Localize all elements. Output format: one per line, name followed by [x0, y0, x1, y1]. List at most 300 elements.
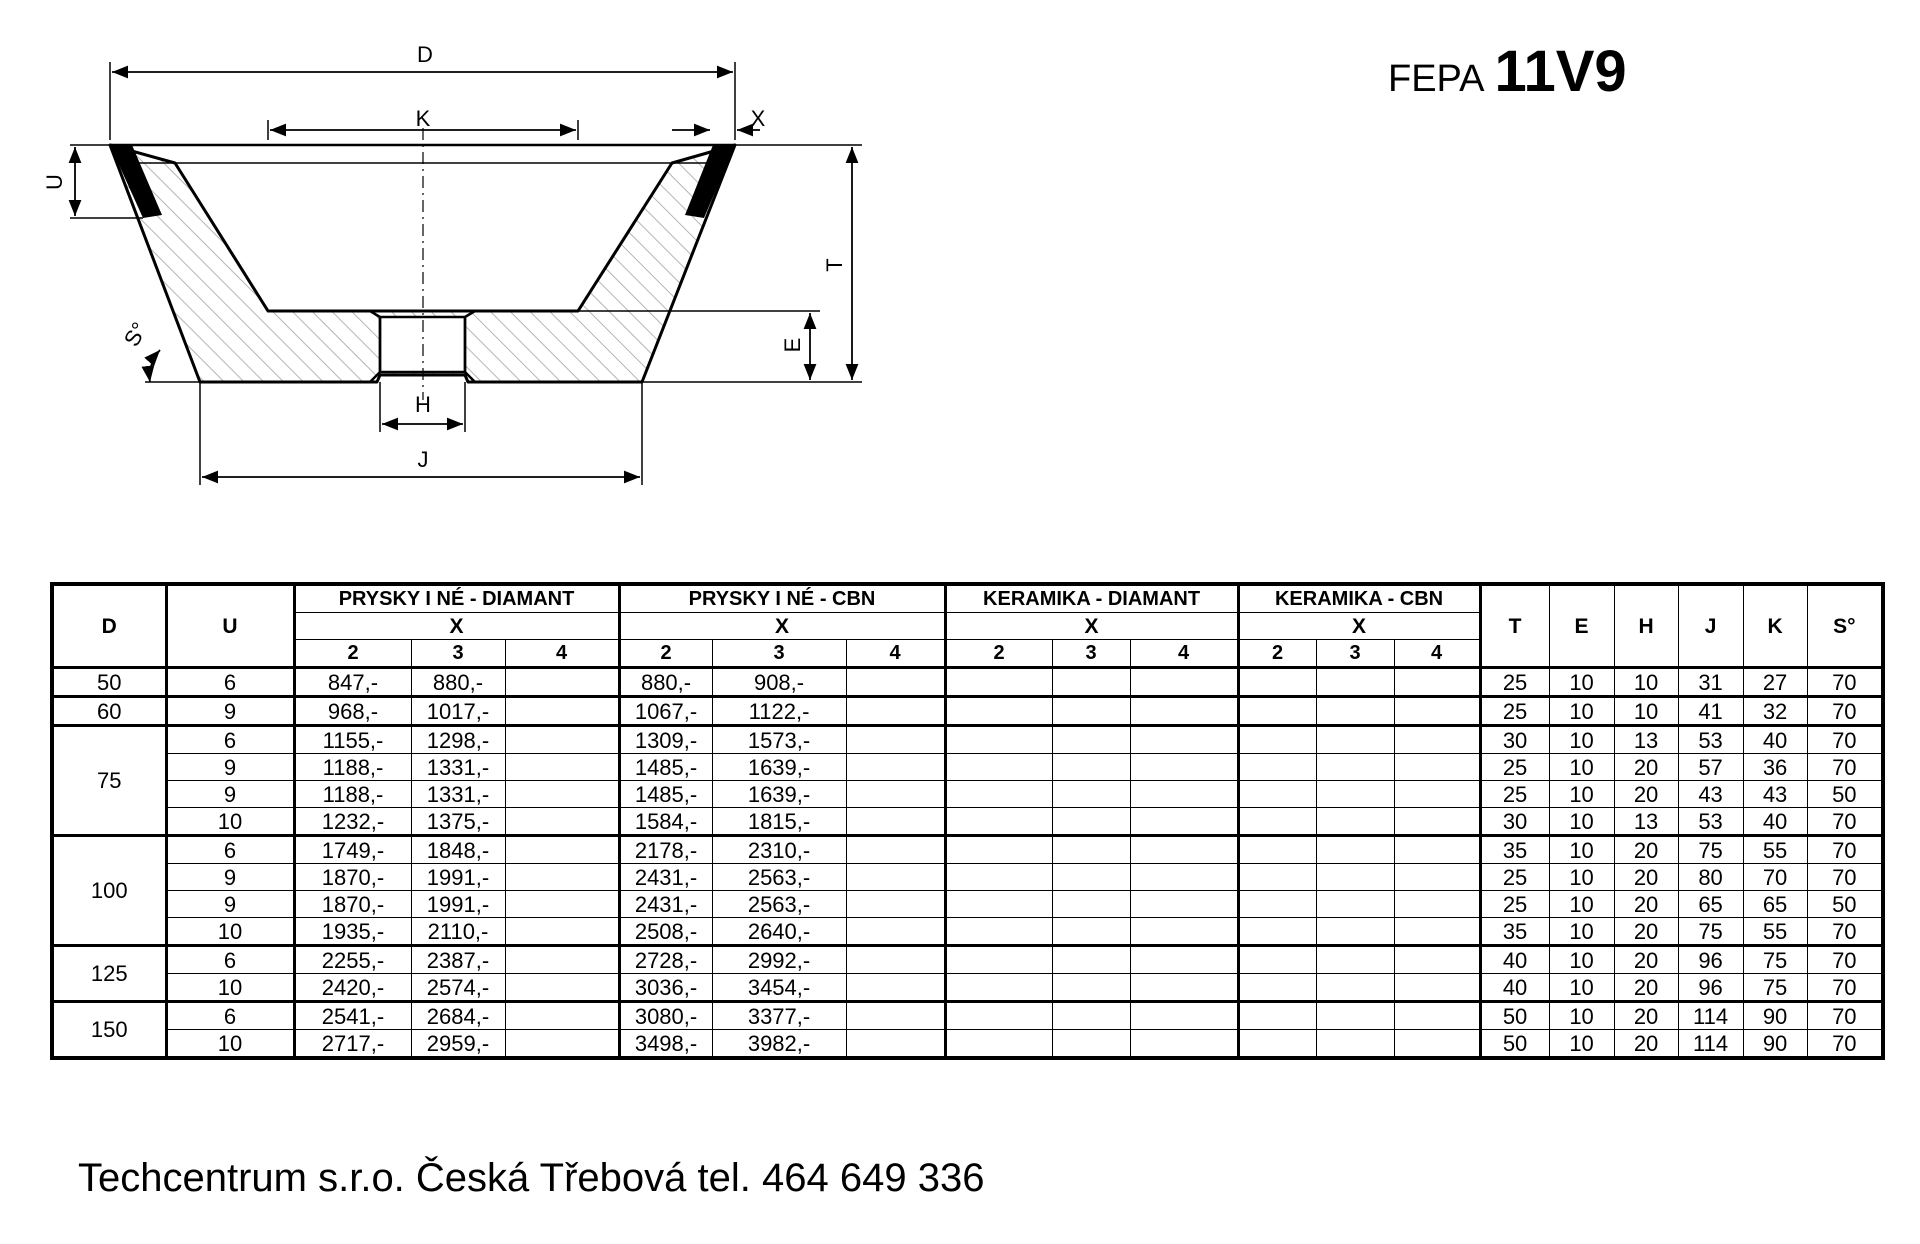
- cell-price-cbn: 1573,-: [712, 726, 846, 754]
- col-T: T: [1480, 584, 1549, 668]
- cell-ker-dia: [945, 918, 1052, 946]
- cell-U: 9: [166, 754, 294, 781]
- price-dimension-table: [50, 582, 1885, 1060]
- cell-ker-cbn: [1316, 726, 1394, 754]
- sub-header: 2: [1238, 640, 1316, 668]
- cell-S: 70: [1807, 808, 1883, 836]
- cell-price-dia: 1848,-: [411, 836, 505, 864]
- cell-price-cbn: 1485,-: [619, 754, 712, 781]
- cell-price-cbn: 1485,-: [619, 781, 712, 808]
- col-H: H: [1614, 584, 1678, 668]
- cell-ker-dia: [1052, 668, 1130, 697]
- cell-H: 13: [1614, 726, 1678, 754]
- cell-price-dia: 1331,-: [411, 781, 505, 808]
- cell-price-dia: 2420,-: [294, 974, 411, 1002]
- cell-price-dia: 968,-: [294, 697, 411, 726]
- cell-ker-cbn: [1238, 864, 1316, 891]
- cell-ker-cbn: [1394, 864, 1480, 891]
- cell-U: 6: [166, 946, 294, 974]
- cell-price-cbn: 1309,-: [619, 726, 712, 754]
- cell-ker-dia: [1052, 864, 1130, 891]
- sub-header: 3: [411, 640, 505, 668]
- cell-ker-dia: [945, 946, 1052, 974]
- cell-price-cbn: 2640,-: [712, 918, 846, 946]
- cell-S: 70: [1807, 864, 1883, 891]
- cell-ker-dia: [945, 668, 1052, 697]
- cell-price-dia: [505, 1030, 619, 1059]
- cell-S: 50: [1807, 781, 1883, 808]
- cell-price-cbn: [846, 754, 945, 781]
- cell-price-cbn: 2563,-: [712, 864, 846, 891]
- cell-E: 10: [1549, 864, 1614, 891]
- cell-J: 80: [1678, 864, 1743, 891]
- cell-price-cbn: 2431,-: [619, 891, 712, 918]
- table-row: [52, 808, 1883, 836]
- cell-H: 20: [1614, 1030, 1678, 1059]
- cell-ker-dia: [1052, 808, 1130, 836]
- sub-header: 2: [619, 640, 712, 668]
- cell-ker-dia: [945, 974, 1052, 1002]
- cell-ker-cbn: [1316, 781, 1394, 808]
- cell-ker-cbn: [1394, 1030, 1480, 1059]
- cell-ker-dia: [945, 891, 1052, 918]
- cell-ker-dia: [945, 754, 1052, 781]
- cell-ker-cbn: [1238, 726, 1316, 754]
- cell-ker-dia: [945, 1030, 1052, 1059]
- x-header-4: X: [1238, 613, 1480, 640]
- cell-price-cbn: [846, 836, 945, 864]
- cell-H: 20: [1614, 974, 1678, 1002]
- product-title: [1388, 38, 1627, 105]
- cell-H: 20: [1614, 781, 1678, 808]
- cell-price-cbn: 2992,-: [712, 946, 846, 974]
- cell-U: 9: [166, 781, 294, 808]
- cell-D: 60: [52, 697, 166, 726]
- cell-K: 70: [1743, 864, 1807, 891]
- cell-ker-dia: [1052, 891, 1130, 918]
- cell-ker-dia: [1052, 781, 1130, 808]
- cell-ker-cbn: [1394, 668, 1480, 697]
- cell-price-cbn: 3080,-: [619, 1002, 712, 1030]
- cell-T: 30: [1480, 726, 1549, 754]
- cell-H: 20: [1614, 1002, 1678, 1030]
- cell-price-dia: [505, 754, 619, 781]
- cell-ker-cbn: [1238, 668, 1316, 697]
- cell-ker-dia: [1130, 891, 1238, 918]
- table-row: [52, 918, 1883, 946]
- cell-J: 96: [1678, 974, 1743, 1002]
- cell-S: 70: [1807, 974, 1883, 1002]
- cell-price-dia: [505, 864, 619, 891]
- cell-price-dia: 1935,-: [294, 918, 411, 946]
- cell-price-dia: 2387,-: [411, 946, 505, 974]
- cell-S: 70: [1807, 1030, 1883, 1059]
- cell-price-dia: 1232,-: [294, 808, 411, 836]
- cell-price-dia: 2541,-: [294, 1002, 411, 1030]
- cell-D: 150: [52, 1002, 166, 1059]
- x-header-1: X: [294, 613, 619, 640]
- dim-X-label: X: [750, 106, 766, 131]
- cell-price-dia: 847,-: [294, 668, 411, 697]
- cell-T: 50: [1480, 1002, 1549, 1030]
- cell-ker-cbn: [1394, 891, 1480, 918]
- cell-price-dia: 1749,-: [294, 836, 411, 864]
- cell-ker-dia: [1052, 1002, 1130, 1030]
- cell-price-dia: 2959,-: [411, 1030, 505, 1059]
- x-header-3: X: [945, 613, 1238, 640]
- cell-H: 13: [1614, 808, 1678, 836]
- cell-K: 40: [1743, 726, 1807, 754]
- cell-E: 10: [1549, 781, 1614, 808]
- cell-price-dia: 1298,-: [411, 726, 505, 754]
- cell-price-cbn: [846, 808, 945, 836]
- cell-ker-dia: [1052, 836, 1130, 864]
- sub-header: 2: [294, 640, 411, 668]
- cell-price-cbn: 1815,-: [712, 808, 846, 836]
- dim-J-label: J: [417, 447, 429, 472]
- cell-K: 55: [1743, 918, 1807, 946]
- cell-J: 43: [1678, 781, 1743, 808]
- group-header-3: KERAMIKA - DIAMANT: [945, 584, 1238, 613]
- cell-U: 10: [166, 1030, 294, 1059]
- cell-S: 70: [1807, 1002, 1883, 1030]
- sub-header: 4: [1130, 640, 1238, 668]
- cell-price-dia: 1188,-: [294, 754, 411, 781]
- cell-T: 25: [1480, 697, 1549, 726]
- col-S: S°: [1807, 584, 1883, 668]
- cell-E: 10: [1549, 974, 1614, 1002]
- sub-header: 3: [1316, 640, 1394, 668]
- cell-S: 50: [1807, 891, 1883, 918]
- title-prefix: FEPA: [1388, 58, 1485, 100]
- cell-price-dia: 2684,-: [411, 1002, 505, 1030]
- cell-ker-dia: [1052, 697, 1130, 726]
- cell-price-cbn: 2310,-: [712, 836, 846, 864]
- sub-header: 4: [505, 640, 619, 668]
- cell-T: 25: [1480, 864, 1549, 891]
- group-header-1: PRYSKY I NÉ - DIAMANT: [294, 584, 619, 613]
- cell-price-cbn: 3454,-: [712, 974, 846, 1002]
- cell-T: 25: [1480, 754, 1549, 781]
- cell-ker-dia: [1130, 668, 1238, 697]
- cell-price-dia: 1991,-: [411, 891, 505, 918]
- cell-D: 50: [52, 668, 166, 697]
- cell-K: 40: [1743, 808, 1807, 836]
- cell-price-cbn: [846, 668, 945, 697]
- cell-K: 55: [1743, 836, 1807, 864]
- cell-ker-cbn: [1238, 1030, 1316, 1059]
- cell-D: 125: [52, 946, 166, 1002]
- cell-ker-dia: [1130, 1030, 1238, 1059]
- col-E: E: [1549, 584, 1614, 668]
- cell-price-cbn: [846, 918, 945, 946]
- cell-price-cbn: [846, 1030, 945, 1059]
- table-row: [52, 781, 1883, 808]
- cell-J: 75: [1678, 836, 1743, 864]
- cell-ker-cbn: [1316, 668, 1394, 697]
- cell-T: 25: [1480, 668, 1549, 697]
- cell-E: 10: [1549, 808, 1614, 836]
- cell-price-cbn: 1639,-: [712, 781, 846, 808]
- table-row: [52, 726, 1883, 754]
- cell-price-cbn: 3498,-: [619, 1030, 712, 1059]
- cell-price-cbn: 880,-: [619, 668, 712, 697]
- cell-ker-dia: [1052, 754, 1130, 781]
- cell-J: 96: [1678, 946, 1743, 974]
- cell-U: 9: [166, 697, 294, 726]
- dim-E-label: E: [780, 337, 805, 353]
- cell-price-dia: 1870,-: [294, 864, 411, 891]
- cell-price-cbn: 3982,-: [712, 1030, 846, 1059]
- cell-ker-cbn: [1394, 754, 1480, 781]
- cell-price-dia: 880,-: [411, 668, 505, 697]
- cell-K: 90: [1743, 1030, 1807, 1059]
- cell-H: 20: [1614, 918, 1678, 946]
- col-D: D: [52, 584, 166, 668]
- cell-ker-cbn: [1394, 697, 1480, 726]
- cell-H: 20: [1614, 946, 1678, 974]
- cell-ker-cbn: [1316, 946, 1394, 974]
- table-row: [52, 946, 1883, 974]
- cell-K: 43: [1743, 781, 1807, 808]
- cell-U: 9: [166, 891, 294, 918]
- cell-price-dia: [505, 918, 619, 946]
- cell-T: 40: [1480, 946, 1549, 974]
- cell-ker-cbn: [1394, 1002, 1480, 1030]
- cell-ker-dia: [1052, 726, 1130, 754]
- cell-ker-dia: [945, 726, 1052, 754]
- table-row: [52, 668, 1883, 697]
- cell-ker-dia: [945, 781, 1052, 808]
- cell-U: 6: [166, 668, 294, 697]
- cell-H: 10: [1614, 668, 1678, 697]
- cell-K: 36: [1743, 754, 1807, 781]
- cell-price-cbn: [846, 864, 945, 891]
- cell-E: 10: [1549, 918, 1614, 946]
- dim-H-label: H: [415, 392, 431, 417]
- cell-price-cbn: 2728,-: [619, 946, 712, 974]
- cell-E: 10: [1549, 1002, 1614, 1030]
- cell-ker-dia: [945, 697, 1052, 726]
- cell-J: 41: [1678, 697, 1743, 726]
- cell-J: 75: [1678, 918, 1743, 946]
- wheel-section-drawing: [0, 0, 880, 500]
- cell-price-cbn: 2563,-: [712, 891, 846, 918]
- cell-ker-cbn: [1394, 918, 1480, 946]
- cell-ker-cbn: [1394, 836, 1480, 864]
- table-row: [52, 1002, 1883, 1030]
- cell-U: 10: [166, 974, 294, 1002]
- cell-ker-cbn: [1316, 918, 1394, 946]
- group-header-4: KERAMIKA - CBN: [1238, 584, 1480, 613]
- cell-ker-cbn: [1238, 1002, 1316, 1030]
- cell-ker-cbn: [1316, 1030, 1394, 1059]
- cell-K: 27: [1743, 668, 1807, 697]
- cell-ker-dia: [945, 864, 1052, 891]
- cell-price-dia: 2110,-: [411, 918, 505, 946]
- cell-ker-cbn: [1238, 697, 1316, 726]
- cell-K: 90: [1743, 1002, 1807, 1030]
- cell-ker-cbn: [1238, 754, 1316, 781]
- cell-E: 10: [1549, 726, 1614, 754]
- col-U: U: [166, 584, 294, 668]
- cell-ker-dia: [1130, 1002, 1238, 1030]
- cell-price-cbn: 2178,-: [619, 836, 712, 864]
- cell-S: 70: [1807, 918, 1883, 946]
- cell-U: 9: [166, 864, 294, 891]
- sub-header: 3: [712, 640, 846, 668]
- cell-price-cbn: 3377,-: [712, 1002, 846, 1030]
- cell-price-dia: 1188,-: [294, 781, 411, 808]
- cell-ker-dia: [1130, 864, 1238, 891]
- cell-price-dia: [505, 946, 619, 974]
- cell-S: 70: [1807, 697, 1883, 726]
- cell-S: 70: [1807, 754, 1883, 781]
- cell-ker-cbn: [1394, 808, 1480, 836]
- dim-D-label: D: [417, 42, 433, 67]
- cell-U: 10: [166, 808, 294, 836]
- title-code: 11V9: [1494, 39, 1627, 104]
- cell-price-dia: 2717,-: [294, 1030, 411, 1059]
- cell-price-cbn: 2431,-: [619, 864, 712, 891]
- cell-ker-cbn: [1316, 974, 1394, 1002]
- cell-J: 31: [1678, 668, 1743, 697]
- cell-J: 114: [1678, 1030, 1743, 1059]
- dim-K-label: K: [415, 106, 431, 131]
- table-row: [52, 1030, 1883, 1059]
- cell-E: 10: [1549, 946, 1614, 974]
- table-row: [52, 864, 1883, 891]
- cell-K: 65: [1743, 891, 1807, 918]
- cell-S: 70: [1807, 836, 1883, 864]
- cell-ker-cbn: [1394, 974, 1480, 1002]
- cell-E: 10: [1549, 697, 1614, 726]
- table-row: [52, 754, 1883, 781]
- cell-U: 10: [166, 918, 294, 946]
- cell-H: 10: [1614, 697, 1678, 726]
- cell-ker-dia: [1052, 974, 1130, 1002]
- cell-K: 75: [1743, 974, 1807, 1002]
- cell-ker-dia: [1052, 946, 1130, 974]
- cell-ker-cbn: [1238, 974, 1316, 1002]
- cell-T: 35: [1480, 918, 1549, 946]
- cell-ker-cbn: [1394, 726, 1480, 754]
- cell-price-cbn: 1639,-: [712, 754, 846, 781]
- cell-price-cbn: 908,-: [712, 668, 846, 697]
- cell-H: 20: [1614, 754, 1678, 781]
- footer-contact: Techcentrum s.r.o. Česká Třebová tel. 464 649 336: [78, 1156, 985, 1200]
- cell-price-dia: [505, 891, 619, 918]
- sub-header: 4: [1394, 640, 1480, 668]
- cell-ker-cbn: [1238, 946, 1316, 974]
- cell-price-cbn: [846, 946, 945, 974]
- cell-price-dia: [505, 697, 619, 726]
- cell-D: 100: [52, 836, 166, 946]
- cell-U: 6: [166, 726, 294, 754]
- cell-ker-cbn: [1394, 946, 1480, 974]
- cell-ker-dia: [1052, 1030, 1130, 1059]
- cell-price-dia: [505, 668, 619, 697]
- cell-ker-dia: [945, 808, 1052, 836]
- cell-H: 20: [1614, 891, 1678, 918]
- cell-ker-dia: [1130, 726, 1238, 754]
- table-row: [52, 697, 1883, 726]
- cell-ker-cbn: [1316, 891, 1394, 918]
- cell-price-cbn: [846, 974, 945, 1002]
- cell-price-dia: 1331,-: [411, 754, 505, 781]
- table-row: [52, 836, 1883, 864]
- cell-E: 10: [1549, 891, 1614, 918]
- cell-K: 32: [1743, 697, 1807, 726]
- cell-S: 70: [1807, 668, 1883, 697]
- cell-price-cbn: [846, 781, 945, 808]
- angle-S-arc: [150, 350, 160, 382]
- cell-H: 20: [1614, 836, 1678, 864]
- cell-ker-dia: [1130, 946, 1238, 974]
- cell-ker-cbn: [1316, 808, 1394, 836]
- cell-E: 10: [1549, 836, 1614, 864]
- cell-ker-dia: [1130, 697, 1238, 726]
- cell-J: 53: [1678, 808, 1743, 836]
- cell-price-cbn: 3036,-: [619, 974, 712, 1002]
- cell-ker-cbn: [1238, 891, 1316, 918]
- cell-J: 53: [1678, 726, 1743, 754]
- cell-ker-cbn: [1394, 781, 1480, 808]
- cell-J: 114: [1678, 1002, 1743, 1030]
- cell-T: 50: [1480, 1030, 1549, 1059]
- cell-ker-dia: [1130, 918, 1238, 946]
- cell-ker-cbn: [1238, 808, 1316, 836]
- cell-U: 6: [166, 1002, 294, 1030]
- table-row: [52, 891, 1883, 918]
- cell-J: 57: [1678, 754, 1743, 781]
- cell-ker-cbn: [1316, 1002, 1394, 1030]
- cell-ker-cbn: [1238, 918, 1316, 946]
- cell-ker-cbn: [1316, 864, 1394, 891]
- cell-D: 75: [52, 726, 166, 836]
- cell-ker-dia: [945, 836, 1052, 864]
- cell-price-dia: 1870,-: [294, 891, 411, 918]
- cell-ker-dia: [1130, 974, 1238, 1002]
- cell-price-dia: 1991,-: [411, 864, 505, 891]
- x-header-2: X: [619, 613, 945, 640]
- cell-price-dia: 1375,-: [411, 808, 505, 836]
- cell-E: 10: [1549, 668, 1614, 697]
- cell-ker-cbn: [1238, 781, 1316, 808]
- cell-E: 10: [1549, 754, 1614, 781]
- cell-ker-dia: [1130, 808, 1238, 836]
- cell-T: 35: [1480, 836, 1549, 864]
- cell-price-cbn: [846, 697, 945, 726]
- cell-price-dia: [505, 974, 619, 1002]
- col-J: J: [1678, 584, 1743, 668]
- cell-T: 25: [1480, 781, 1549, 808]
- cell-S: 70: [1807, 726, 1883, 754]
- cell-J: 65: [1678, 891, 1743, 918]
- cell-K: 75: [1743, 946, 1807, 974]
- cell-ker-dia: [1052, 918, 1130, 946]
- sub-header: 4: [846, 640, 945, 668]
- cell-price-cbn: 1122,-: [712, 697, 846, 726]
- cell-price-dia: 2574,-: [411, 974, 505, 1002]
- cell-ker-cbn: [1316, 697, 1394, 726]
- cell-ker-dia: [1130, 754, 1238, 781]
- cell-price-dia: [505, 1002, 619, 1030]
- cell-price-dia: 1155,-: [294, 726, 411, 754]
- cell-T: 30: [1480, 808, 1549, 836]
- cell-H: 20: [1614, 864, 1678, 891]
- cell-U: 6: [166, 836, 294, 864]
